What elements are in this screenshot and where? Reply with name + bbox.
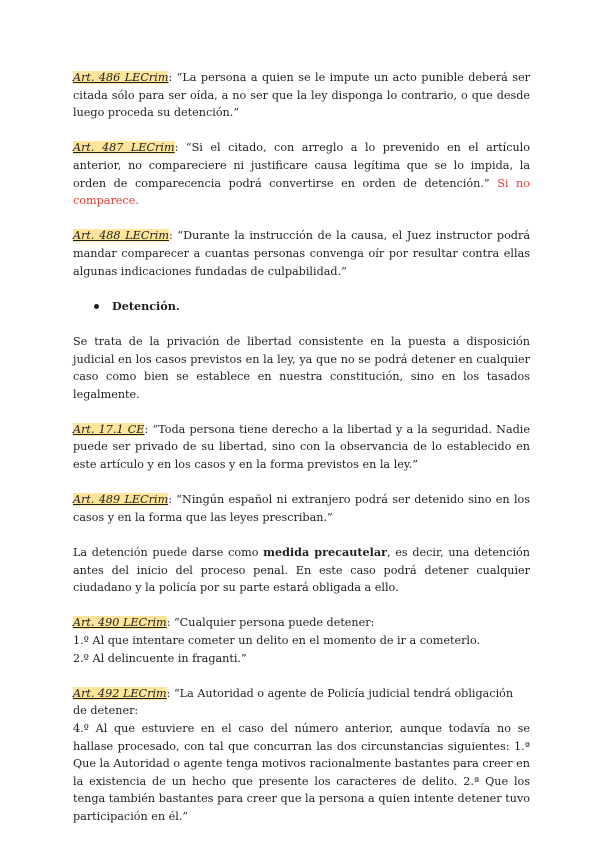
note-si-no-comparece: Si no comparece. (73, 176, 530, 208)
legal-reference-art-486: Art. 486 LECrim (73, 71, 169, 84)
legal-reference-art-489: Art. 489 LECrim (73, 493, 169, 507)
paragraph-art-490 (73, 614, 530, 667)
paragraph-art-486 (73, 69, 530, 122)
art-490-item-1: 1.º Al que intentare cometer un delito en el momento de ir a cometerlo. (73, 634, 481, 647)
quote-art-488: : “Durante la instrucción de la causa, el Juez instructor podrá mandar comparecer a cuantas personas convenga oír por resultar contra ellas algunas indicaciones fundadas de culpabilidad.” (73, 229, 530, 278)
bullet-dot-icon (94, 304, 99, 309)
paragraph-definition (73, 333, 530, 403)
quote-art-17-1-ce: : “Toda persona tiene derecho a la libertad y a la seguridad. Nadie puede ser privado de su libertad, sino con la observancia de lo establecido en este artículo y en los casos y en la forma previstos en la ley.” (73, 422, 531, 472)
definition-text: Se trata de la privación de libertad consistente en la puesta a disposición judicial en los casos previstos en la ley, ya que no se podrá detener en cualquier caso como bien se establece en nuestra constitución, sino en los tasados legalmente. (73, 334, 530, 401)
art-492-body: 4.º Al que estuviere en el caso del número anterior, aunque todavía no se hallase procesado, con tal que concurran las dos circunstancias siguientes: 1.ª Que la Autoridad o agente tenga motivos racionalmente bastantes para creer en la existencia de un hecho que presente los caracteres de delito. 2.ª Que los tenga también bastantes para creer que la persona a quien intente detener tuvo participación en él.” (73, 721, 530, 823)
legal-reference-art-490: Art. 490 LECrim (73, 616, 167, 630)
legal-reference-art-488: Art. 488 LECrim (73, 229, 169, 243)
quote-art-490-intro: : “Cualquier persona puede detener: (166, 616, 375, 630)
art-490-intro-line (73, 614, 530, 632)
art-490-item-2: 2.º Al delincuente in fraganti.” (73, 651, 247, 665)
quote-art-492-intro: : “La Autoridad o agente de Policía judicial tendrá obligación de detener: (73, 686, 514, 718)
precautelar-text-before: La detención puede darse como (73, 546, 264, 560)
precautelar-bold-term: medida precautelar (263, 545, 388, 560)
section-heading: Detención. (112, 298, 180, 313)
legal-reference-art-492: Art. 492 LECrim (73, 686, 167, 700)
precautelar-text-after: , es decir, una detención antes del inicio del proceso penal. En este caso podrá detener cualquier ciudadano y la policía por su parte estará obligada a ello. (73, 546, 531, 595)
paragraph-art-488 (73, 227, 530, 280)
quote-art-486: : “La persona a quien se le impute un acto punible deberá ser citada sólo para ser oída, a no ser que la ley disponga lo contrario, o que desde luego proceda su detención.” (73, 71, 531, 120)
legal-reference-art-487: Art. 487 LECrim (73, 141, 175, 155)
quote-art-487: : “Si el citado, con arreglo a lo prevenido en el artículo anterior, no compareciere ni justificare causa legítima que se lo impida, la orden de comparecencia podrá convertirse en orden de detención.” (73, 141, 530, 190)
paragraph-art-17-1-ce (73, 421, 530, 474)
bullet-heading-detencion (94, 298, 530, 316)
paragraph-art-492 (73, 685, 530, 826)
quote-art-489: : “Ningún español ni extranjero podrá ser detenido sino en los casos y en la forma que las leyes prescriban.” (73, 493, 530, 524)
paragraph-medida-precautelar (73, 544, 530, 597)
paragraph-art-489 (73, 491, 530, 526)
art-492-intro-line (73, 685, 530, 720)
legal-reference-art-17-1-ce: Art. 17.1 CE (73, 422, 145, 436)
paragraph-art-487 (73, 139, 530, 209)
